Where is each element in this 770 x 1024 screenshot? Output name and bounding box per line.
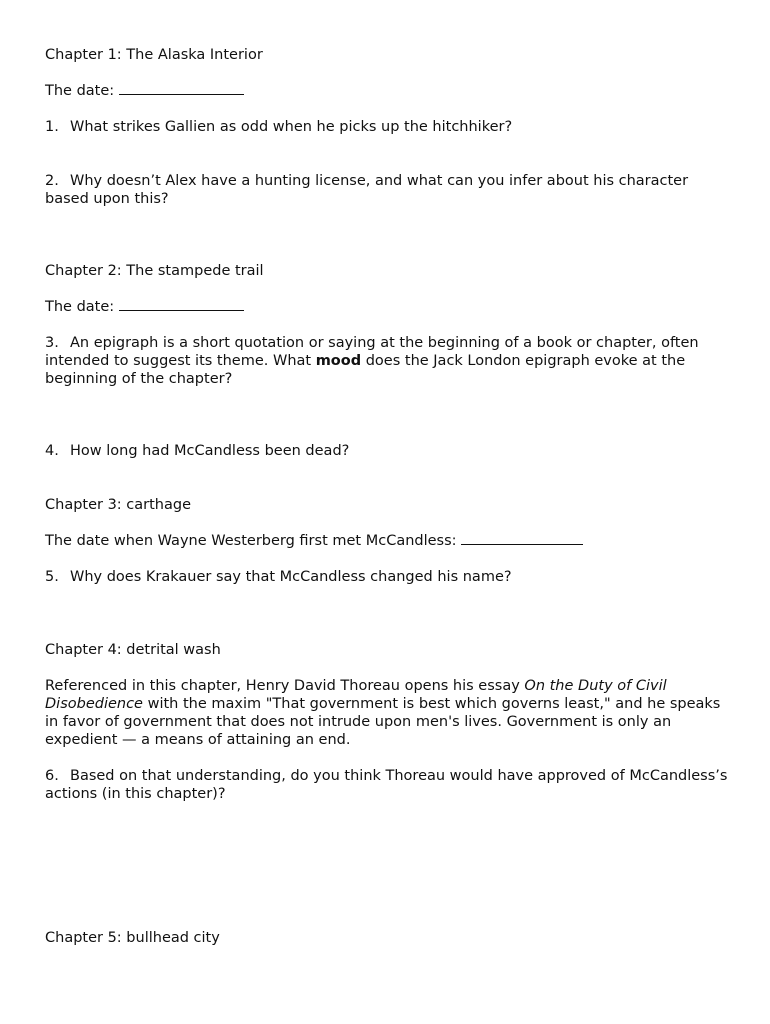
chapter-4-paragraph-start: Referenced in this chapter, Henry David Thoreau opens his essay xyxy=(45,678,525,694)
question-2-number: 2. xyxy=(45,173,59,189)
question-3-text-end: does the Jack London epigraph evoke at the beginning of the chapter? xyxy=(45,353,686,387)
chapter-1-heading-text: Chapter 1: The Alaska Interior xyxy=(45,47,263,63)
chapter-4-heading-text: Chapter 4: detrital wash xyxy=(45,642,221,658)
chapter-3-date-blank[interactable] xyxy=(461,532,583,545)
chapter-2-date-label: The date: xyxy=(45,299,119,315)
chapter-3-date-line xyxy=(45,532,735,550)
chapter-3-heading xyxy=(45,496,735,514)
question-6-text: Based on that understanding, do you think Thoreau would have approved of McCandless’s actions (in this chapter)? xyxy=(45,768,728,802)
chapter-1-heading xyxy=(45,46,735,64)
chapter-4-paragraph-end: with the maxim "That government is best which governs least," and he speaks in favor of government that does not intrude upon men's lives. Government is only an expedient — a means of attaining an end. xyxy=(45,696,721,748)
question-3-bold-word: mood xyxy=(315,353,362,369)
question-1-number: 1. xyxy=(45,119,59,135)
chapter-4-heading xyxy=(45,641,735,659)
chapter-2-heading xyxy=(45,262,735,280)
question-6 xyxy=(45,767,735,803)
question-5 xyxy=(45,568,735,586)
essay-title: On the Duty of Civil Disobedience xyxy=(45,678,667,712)
question-1 xyxy=(45,118,735,136)
chapter-5-heading xyxy=(45,929,735,947)
question-3-text-start: An epigraph is a short quotation or saying at the beginning of a book or chapter, often intended to suggest its theme. What xyxy=(45,335,699,369)
chapter-5-heading-text: Chapter 5: bullhead city xyxy=(45,930,220,946)
chapter-1-date-line xyxy=(45,82,735,100)
question-3 xyxy=(45,334,735,388)
question-5-text: Why does Krakauer say that McCandless changed his name? xyxy=(70,569,512,585)
question-3-number: 3. xyxy=(45,335,59,351)
question-5-number: 5. xyxy=(45,569,59,585)
chapter-1-date-label: The date: xyxy=(45,83,119,99)
question-1-text: What strikes Gallien as odd when he picks up the hitchhiker? xyxy=(70,119,513,135)
question-4-text: How long had McCandless been dead? xyxy=(70,443,350,459)
chapter-2-date-blank[interactable] xyxy=(119,298,244,311)
question-6-number: 6. xyxy=(45,768,59,784)
question-4 xyxy=(45,442,735,460)
chapter-2-date-line xyxy=(45,298,735,316)
question-2 xyxy=(45,172,735,208)
chapter-3-heading-text: Chapter 3: carthage xyxy=(45,497,192,513)
chapter-3-date-label: The date when Wayne Westerberg first met McCandless: xyxy=(45,533,462,549)
chapter-2-heading-text: Chapter 2: The stampede trail xyxy=(45,263,264,279)
chapter-1-date-blank[interactable] xyxy=(119,82,244,95)
question-2-text: Why doesn’t Alex have a hunting license, and what can you infer about his character based upon this? xyxy=(45,173,689,207)
chapter-4-paragraph xyxy=(45,677,735,749)
question-4-number: 4. xyxy=(45,443,59,459)
